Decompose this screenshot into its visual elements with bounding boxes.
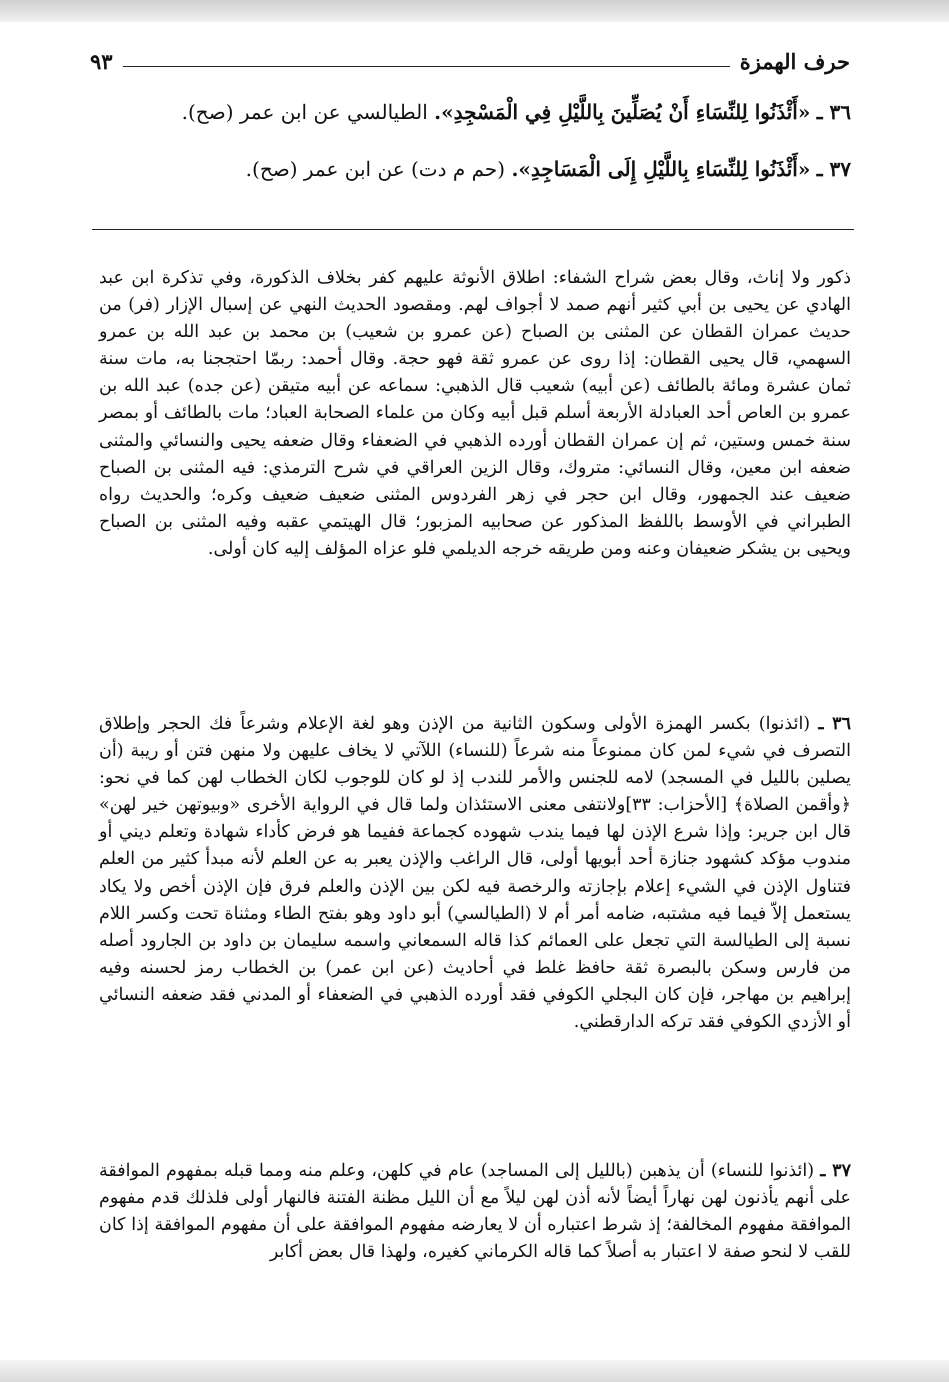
hadith-text: «أَئْذَنُوا لِلنِّسَاءِ أَنْ يُصَلِّينَ بِاللَّيْلِ فِي الْمَسْجِدِ».: [434, 100, 811, 124]
header-rule: [123, 66, 730, 67]
commentary-number: ٣٦ ـ: [818, 714, 851, 734]
hadith-text: «أَئْذَنُوا لِلنِّسَاءِ بِاللَّيْلِ إِلَى الْمَسَاجِدِ».: [511, 157, 811, 181]
hadith-source: الطيالسي عن ابن عمر (صح).: [181, 100, 428, 124]
commentary-text: ذكور ولا إناث، وقال بعض شراح الشفاء: اطلاق الأنوثة عليهم كفر بخلاف الذكورة، وفي تذكرة ابن عبد الهادي عن يحيى بن أبي كثير أنهم صمد لا أجواف لهم. ومقصود الحديث النهي عن إسبال الإزار (فر) من حديث عمران القطان عن المثنى بن الصباح (عن عمرو بن شعيب) بن محمد بن عبد الله بن عمرو السهمي، قال يحيى القطان: إذا روى عن عمرو ثقة فهو حجة. وقال أحمد: ربمّا احتججنا به، مات سنة ثمان عشرة ومائة بالطائف (عن أبيه) شعيب قال الذهبي: سماعه عن أبيه متيقن (عن جده) عبد الله بن عمرو بن العاص أحد العبادلة الأربعة أسلم قبل أبيه وكان من علماء الصحابة العباد؛ مات بالطائف أو بمصر سنة خمس وستين، ثم إن عمران القطان أورده الذهبي في الضعفاء وقال ضعفه يحيى والنسائي والمثنى ضعفه ابن معين، وقال النسائي: متروك، وقال الزين العراقي في شرح الترمذي: فيه المثنى بن الصباح ضعيف عند الجمهور، وقال ابن حجر في زهر الفردوس المثنى ضعيف ضعيف وكره؛ والحديث رواه الطبراني في الأوسط باللفظ المذكور عن صحابيه المزبور؛ قال الهيتمي عقبه وفيه المثنى بن الصباح ويحيى بن يشكر ضعيفان وعنه ومن طريقه خرجه الديلمي فلو عزاه المؤلف إليه كان أولى.: [99, 268, 851, 559]
page-header: [90, 44, 850, 74]
commentary-37: [99, 1158, 851, 1266]
chapter-title: حرف الهمزة: [739, 49, 850, 74]
commentary-continued: [99, 265, 851, 563]
commentary-36: [99, 711, 851, 1036]
hadith-number: ٣٧ ـ: [816, 157, 851, 181]
hadith-number: ٣٦ ـ: [816, 100, 851, 124]
hadith-36: [101, 95, 851, 129]
hadith-source: (حم م دت) عن ابن عمر (صح).: [245, 157, 506, 181]
scan-bottom-edge: [0, 1360, 949, 1382]
hadith-37: [101, 152, 851, 186]
commentary-text: (ائذنوا) بكسر الهمزة الأولى وسكون الثانية من الإذن وهو لغة الإعلام وشرعاً فك الحجر وإطلاق التصرف في شيء لمن كان ممنوعاً منه شرعاً (للنساء) اللآتي لا يخاف عليهن ولا منهن فتن أو ريبة (أن يصلين بالليل في المسجد) لامه للجنس والأمر للندب إذ لو كان للوجوب لكان الخطاب لهن كما في نحو: ﴿وأقمن الصلاة﴾ [الأحزاب: ٣٣]ولانتفى معنى الاستئذان ولما قال في الرواية الأخرى «وبيوتهن خير لهن» قال ابن جرير: وإذا شرع الإذن لها فيما يندب شهوده كجماعة ففيما هو فرض كأداء شهادة وتعلم ديني أو مندوب مؤكد كشهود جنازة أحد أبويها أولى، قال الراغب والإذن يعبر به عن العلم لأنه مبدأ كثير من العلم فتناول الإذن في الشيء إعلام بإجازته والرخصة فيه لكن بين الإذن والعلم فرق فإن الإذن أخص ولا يكاد يستعمل إلاّ فيما فيه مشتبه، ضامه أمر أم لا (الطيالسي) أبو داود وهو بفتح الطاء ومثناة تحت وكسر اللام نسبة إلى الطيالسة التي تجعل على العمائم كذا قاله السمعاني واسمه سليمان بن داود بن الجارود أصله من فارس وسكن بالبصرة ثقة حافظ غلط في أحاديث (عن ابن عمر) بن الخطاب رمز لحسنه وفيه إبراهيم بن مهاجر، فإن كان البجلي الكوفي فقد أورده الذهبي في الضعفاء أو المدني فقد ضعفه النسائي أو الأزدي الكوفي فقد تركه الدارقطني.: [99, 714, 851, 1033]
page-number: ٩٣: [90, 49, 113, 74]
commentary-text: (ائذنوا للنساء) أن يذهبن (بالليل إلى المساجد) عام في كلهن، وعلم منه ومما قبله بمفهوم الموافقة على أنهم يأذنون لهن نهاراً أيضاً لأنه أذن لهن ليلاً مع أن الليل مظنة الفتنة فالنهار أولى فلذلك قدم مفهوم الموافقة مفهوم المخالفة؛ إذ شرط اعتباره أن لا يعارضه مفهوم الموافقة على أن مفهوم الموافقة إذا كان للقب لا لنحو صفة لا اعتبار به أصلاً كما قاله الكرماني كغيره، ولهذا قال بعض أكابر: [99, 1161, 851, 1263]
commentary-number: ٣٧ ـ: [820, 1161, 851, 1181]
section-divider: [92, 229, 854, 230]
